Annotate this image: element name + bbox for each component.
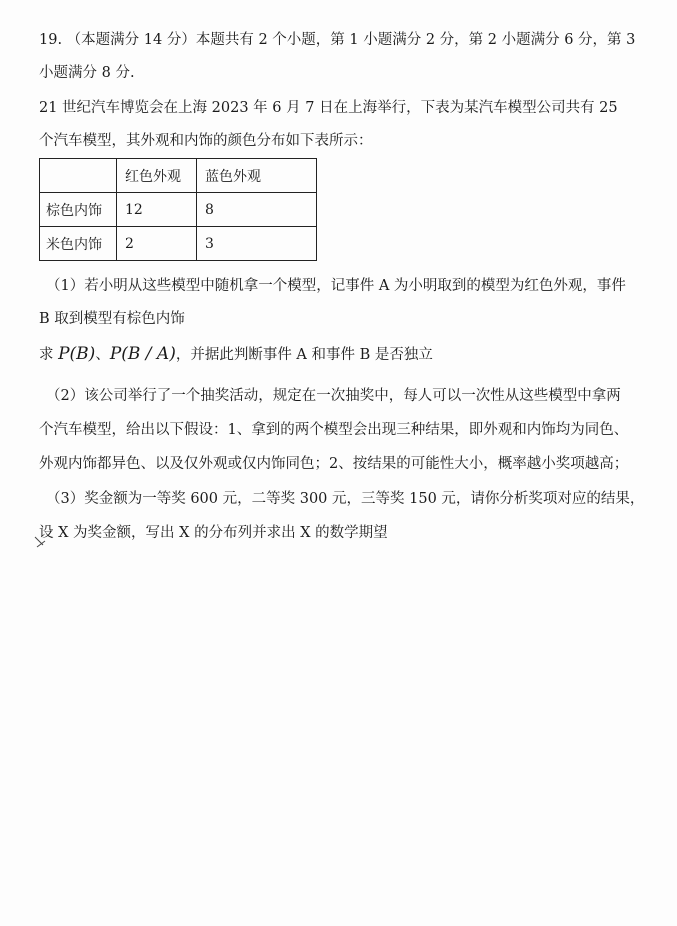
table-cell: 3 (197, 227, 317, 261)
intro-line-1: 21 世纪汽车博览会在上海 2023 年 6 月 7 日在上海举行，下表为某汽车模型公司共有 25 (39, 100, 618, 116)
question-header-continued: 小题满分 8 分. (39, 65, 135, 81)
table-row-label: 米色内饰 (40, 227, 117, 261)
pencil-mark-icon (33, 535, 51, 551)
part3-line-2: 设 X 为奖金额，写出 X 的分布列并求出 X 的数学期望 (39, 525, 388, 541)
part2-line-3: 外观内饰都异色、以及仅外观或仅内饰同色；2、按结果的可能性大小，概率越小奖项越高； (39, 456, 629, 472)
table-corner-cell (40, 159, 117, 193)
table-row (40, 193, 317, 227)
table-cell: 8 (197, 193, 317, 227)
table-cell: 12 (117, 193, 197, 227)
part1-line-1: （1）若小明从这些模型中随机拿一个模型，记事件 A 为小明取到的模型为红色外观，事件 (46, 278, 626, 294)
part1-prefix: 求 (39, 347, 59, 363)
part1-suffix: ，并据此判断事件 A 和事件 B 是否独立 (175, 347, 433, 363)
intro-line-2: 个汽车模型，其外观和内饰的颜色分布如下表所示： (39, 133, 373, 149)
part2-line-2: 个汽车模型，给出以下假设：1、拿到的两个模型会出现三种结果，即外观和内饰均为同色、 (39, 422, 629, 438)
part1-line-3 (39, 344, 433, 365)
table-header-row (40, 159, 317, 193)
color-distribution-table (39, 158, 317, 261)
conditional-probability-b-given-a: P(B / A) (109, 344, 176, 364)
table-header-red-exterior: 红色外观 (117, 159, 197, 193)
table-cell: 2 (117, 227, 197, 261)
table-row-label: 棕色内饰 (40, 193, 117, 227)
part2-line-1: （2）该公司举行了一个抽奖活动，规定在一次抽奖中，每人可以一次性从这些模型中拿两 (46, 388, 621, 404)
part1-separator: 、 (95, 347, 110, 363)
question-header: 19. （本题满分 14 分）本题共有 2 个小题，第 1 小题满分 2 分，第 2 小题满分 6 分，第 3 (39, 32, 636, 48)
part1-line-2: B 取到模型有棕色内饰 (39, 311, 185, 327)
part3-line-1: （3）奖金额为一等奖 600 元，二等奖 300 元，三等奖 150 元，请你分析奖项对应的结果， (46, 491, 645, 507)
table-header-blue-exterior: 蓝色外观 (197, 159, 317, 193)
table-row (40, 227, 317, 261)
probability-b: P(B) (58, 344, 96, 364)
